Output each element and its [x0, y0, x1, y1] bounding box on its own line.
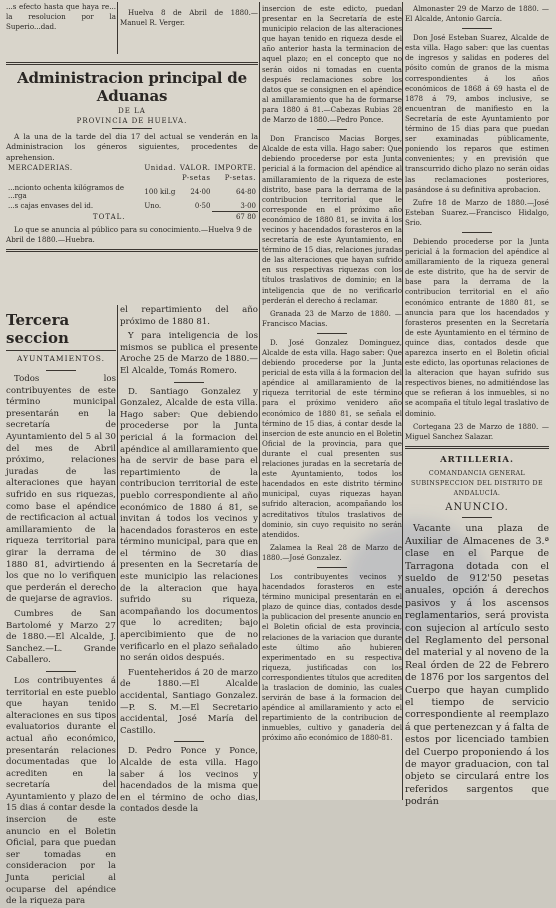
column-1-top: [6, 2, 116, 54]
text-fragment: ...s efecto hasta que haya re... la resolucion por la Superio...dad.: [6, 2, 116, 32]
notice-signature: Cortegana 23 de Marzo de 1880. —Miguel Sanchez Salazar.: [405, 421, 549, 441]
notice-paragraph: insercion de este edicto, puedan presentar en la Secretaría de este municipio relacion de las alteraciones que hayan tenido en riqueza desde el año anterior hasta la terminacion de aquel plazo; en el concepto que no serán oidos ni tomadas en cuenta después reclamaciones sobre los datos que se consignen en el apéndice al amillaramiento que ha de formarse para 1880 á 81.—Cabezas Rubias 28 de Marzo de 1880.—Pedro Ponce.: [262, 4, 402, 125]
ayuntamientos-heading: AYUNTAMIENTOS.: [16, 354, 106, 363]
aduanas-provincia: PROVINCIA DE HUELVA.: [76, 117, 188, 125]
aduanas-section: [6, 58, 258, 256]
aduanas-footer: Lo que se anuncia al público para su conocimiento.—Huelva 9 de Abril de 1880.—Huebra.: [6, 225, 252, 245]
column-3: [262, 4, 402, 800]
tercera-title: Tercera seccion: [6, 311, 70, 347]
notice-paragraph: D. Santiago Gonzalez y Gonzalez, Alcalde de esta villa. Hago saber: Que debiendo procederse por la Junta pericial á la formacion del apéndice al amillaramiento que ha de servir de base para el repartimiento de la contribucion territorial de este pueblo correspondiente al año económico de 1880 á 81, se invitan á todos los vecinos y hacendados forasteros en este término municipal, para que en el término de 30 dias presenten en la Secretaría de este municipio las relaciones de la alteracion que haya sufrido su riqueza, acompañando los documentos que lo acrediten; bajo apercibimiento que de no verificarlo en el plazo señalado no serán oidos después.: [120, 386, 258, 664]
notice-paragraph: Los contribuyentes vecinos y hacendados forasteros en este término municipal presentarán en el plazo de quince dias, contados desde la publicacion del presente anuncio en el Boletin oficial de esta provincia, relaciones de la variacion que durante este último año hubieren experimentado en su respectiva riqueza, justificadas con los correspondientes títulos que acrediten la traslacion de dominio, las cuales servirán de base á la formacion del apéndice al amillaramiento y acto el repartimiento de la contribucion de inmuebles, cultivo y ganadería del próximo año económico de 1880-81.: [262, 571, 402, 743]
total-label: TOTAL.: [92, 212, 126, 221]
signature-huelva: Huelva 8 de Abril de 1880.— Manuel R. Verger.: [120, 8, 258, 28]
col-pesetas-2: P-setas.: [224, 174, 256, 183]
col-unidad: Unidad.: [144, 164, 176, 173]
table-row: ...s cajas envases del id. Uno. 0·50 3·00: [8, 202, 256, 211]
column-divider: [259, 2, 260, 800]
artilleria-heading: ARTILLERIA.: [440, 454, 514, 465]
notice-paragraph: D. Pedro Ponce y Ponce, Alcalde de esta villa. Hago saber á los vecinos y hacendados de la misma que en el término de ocho dias, contados desde la: [120, 746, 258, 815]
column-4: [405, 4, 549, 808]
column-2-body: [120, 305, 258, 815]
notice-paragraph: Don José Esteban Suarez, Alcalde de esta villa. Hago saber: que las cuentas de ingresos y salidas en poderes del pósito común de granos de la misma correspondientes á los años económicos de 1868 á 69 hasta el de 1878 á 79, ambos inclusive, se encuentran de manifiesto en la Secretaría de este Ayuntamiento por término de 15 dias para que puedan ser examinadas públicamente, poniendo los reparos que estimen convenientes; y en previsión que transcurrido dicho plazo no serán oidas las reclamaciones posteriores, pasándose á su definitiva aprobacion.: [405, 33, 549, 194]
table-row: ...ncionto ochenta kilógramos de ...rga 100 kil.g 24·00 64·80: [8, 184, 256, 201]
comandancia-heading: COMANDANCIA GENERAL SUBINSPECCION DEL DISTRITO DE ANDALUCÍA.: [411, 469, 543, 498]
column-1-body: [6, 305, 116, 907]
anuncio-heading: ANUNCIO.: [445, 502, 509, 514]
col-pesetas-1: P-setas: [181, 174, 211, 183]
notice-paragraph: D. José Gonzalez Dominguez, Alcalde de esta villa. Hago saber: Que debiendo procederse por la Junta pericial de esta villa á la formacion del apéndice al amillaramiento de la riqueza territorial de este término para el próximo venidero año económico de 1880 81, se señala el término de 15 dias, á contar desde la insercion de este anuncio en el Boletin Oficial de la provincia, para que durante el cual presenten sus relaciones juradas en la secretaría de este Ayuntamiento, todos los hacendados en este distrito término municipal, cuyas riquezas hayan sufrido alteracion, acompañando los acreditativos títulos traslativos de dominio, sin cuyo requisito no serán atendidos.: [262, 337, 402, 539]
notice-signature: Zalamea la Real 28 de Marzo de 1880.—José Gonzalez.: [262, 542, 402, 562]
column-divider: [402, 2, 403, 800]
notice-signature: Zufre 18 de Marzo de 1880.—José Esteban Suarez.—Francisco Hidalgo, Srio.: [405, 197, 549, 227]
notice-signature: Fuenteheridos á 20 de marzo de 1880.—El Alcalde accidental, Santiago Gonzalez.—P. S. M.—El Secretario accidental, José María del Castillo.: [120, 667, 258, 736]
notice-paragraph: Y para inteligencia de los mismos se publica el presente Aroche 25 de Marzo de 1880.—El Alcalde, Tomás Romero.: [120, 331, 258, 376]
notice-paragraph: Don Francisco Macias Borges, Alcalde de esta villa. Hago saber: Que debiendo procederse por esta Junta pericial á la formacion del apéndice al amillaramiento de la riqueza de este distrito, base para la derrama de la contribucion territorial que le corresponde en el próximo año económico de 1880 81, se invita á los vecinos y hacendados forasteros en la secretaría de este Ayuntamiento, en término de 15 dias, relaciones juradas de las alteraciones que hayan sufrido en sus respectivas riquezas con los títulos traslativos de dominio; en la inteligencia que de no verificarlo perderán el derecho á reclamar.: [262, 134, 402, 305]
notice-paragraph: Todos los contribuyentes de este término municipal presentarán en la secretaría de Ayuntamiento del 5 al 30 del mes de Abril próximo, relaciones juradas de las alteraciones que hayan sufrido en sus riquezas, como base el apéndice de rectificacion al actual amillaramiento de la riqueza territorial para girar la derrama de 1880 81, advirtiendo á los que no lo verifiquen que perderán el derecho de quejarse de agravios.: [6, 374, 116, 605]
col-merc: MERCADERIAS.: [8, 164, 73, 173]
mercaderias-table: [6, 163, 258, 222]
total-value: 67 80: [212, 212, 258, 223]
notice-paragraph: el repartimiento del año próximo de 1880 81.: [120, 305, 258, 327]
notice-signature: Granada 23 de Marzo de 1880. —Francisco Macias.: [262, 308, 402, 328]
column-divider: [117, 305, 118, 800]
column-divider: [117, 2, 118, 54]
notice-paragraph: Vacante una plaza de Auxiliar de Almacenes de 3.ª clase en el Parque de Tarragona dotada con el sueldo de 912'50 pesetas anuales, opción á derechos pasivos y á los ascensos reglamentarios, será provista con sujecion al artículo sesto del Reglamento del personal del material y al noveno de la Real órden de 22 de Febrero de 1876 por los sargentos del Cuerpo que hayan cumplido el tiempo de servicio correspondiente al reemplazo á que pertenezcan y á falta de estos por licenciado tambien del Cuerpo proponiendo á los de mayor graduacion, con tal objeto se circulará entre los referidos sargentos que podrán: [405, 523, 549, 808]
notice-signature: Almonaster 29 de Marzo de 1880. —El Alcalde, Antonio García.: [405, 4, 549, 24]
notice-paragraph: Debiendo procederse por la Junta pericial á la formacion del apéndice al amillaramiento de la riqueza general de este distrito, que ha de servir de base para la derrama de la contribucion territorial en el año económico entrante de 1880 81, se anuncia para que los hacendados y forasteros presenten en la Secretaría de este Ayuntamiento en el término de quince dias, contados desde que aparezca inserto en el Boletin oficial este edicto, las oportunas relaciones de la alteracion que hayan sufrido sus respectivos bienes, no admitiéndose las que se refieran á los inmuebles, si no se acompaña el título legal traslativo de dominio.: [405, 236, 549, 418]
column-2-top: [120, 8, 258, 54]
col-importe: IMPORTE.: [214, 164, 256, 173]
col-valor: VALOR.: [179, 164, 211, 173]
notice-signature: Cumbres de San Bartolomé y Marzo 27 de 1880.—El Alcalde, J. Sanchez.—L. Grande Caballero.: [6, 608, 116, 666]
aduanas-title: Administracion principal de Aduanas: [17, 69, 247, 105]
aduanas-intro: A la una de la tarde del dia 17 del actual se venderán en la Administracion los géneros siguientes, procedentes de aprehension.: [6, 132, 258, 162]
aduanas-de-la: DE LA: [118, 107, 146, 115]
notice-paragraph: Los contribuyentes á territorial en este pueblo que hayan tenido alteraciones en sus tipos evaluatorios durante el actual año económico, presentarán relaciones documentadas que lo acrediten en la secretaría del Ayuntamiento y plazo de 15 dias á contar desde la insercion de este anuncio en el Boletin Oficial, para que puedan ser tomadas en consideracion por la Junta pericial al ocuparse del apéndice de la riqueza para: [6, 675, 116, 907]
